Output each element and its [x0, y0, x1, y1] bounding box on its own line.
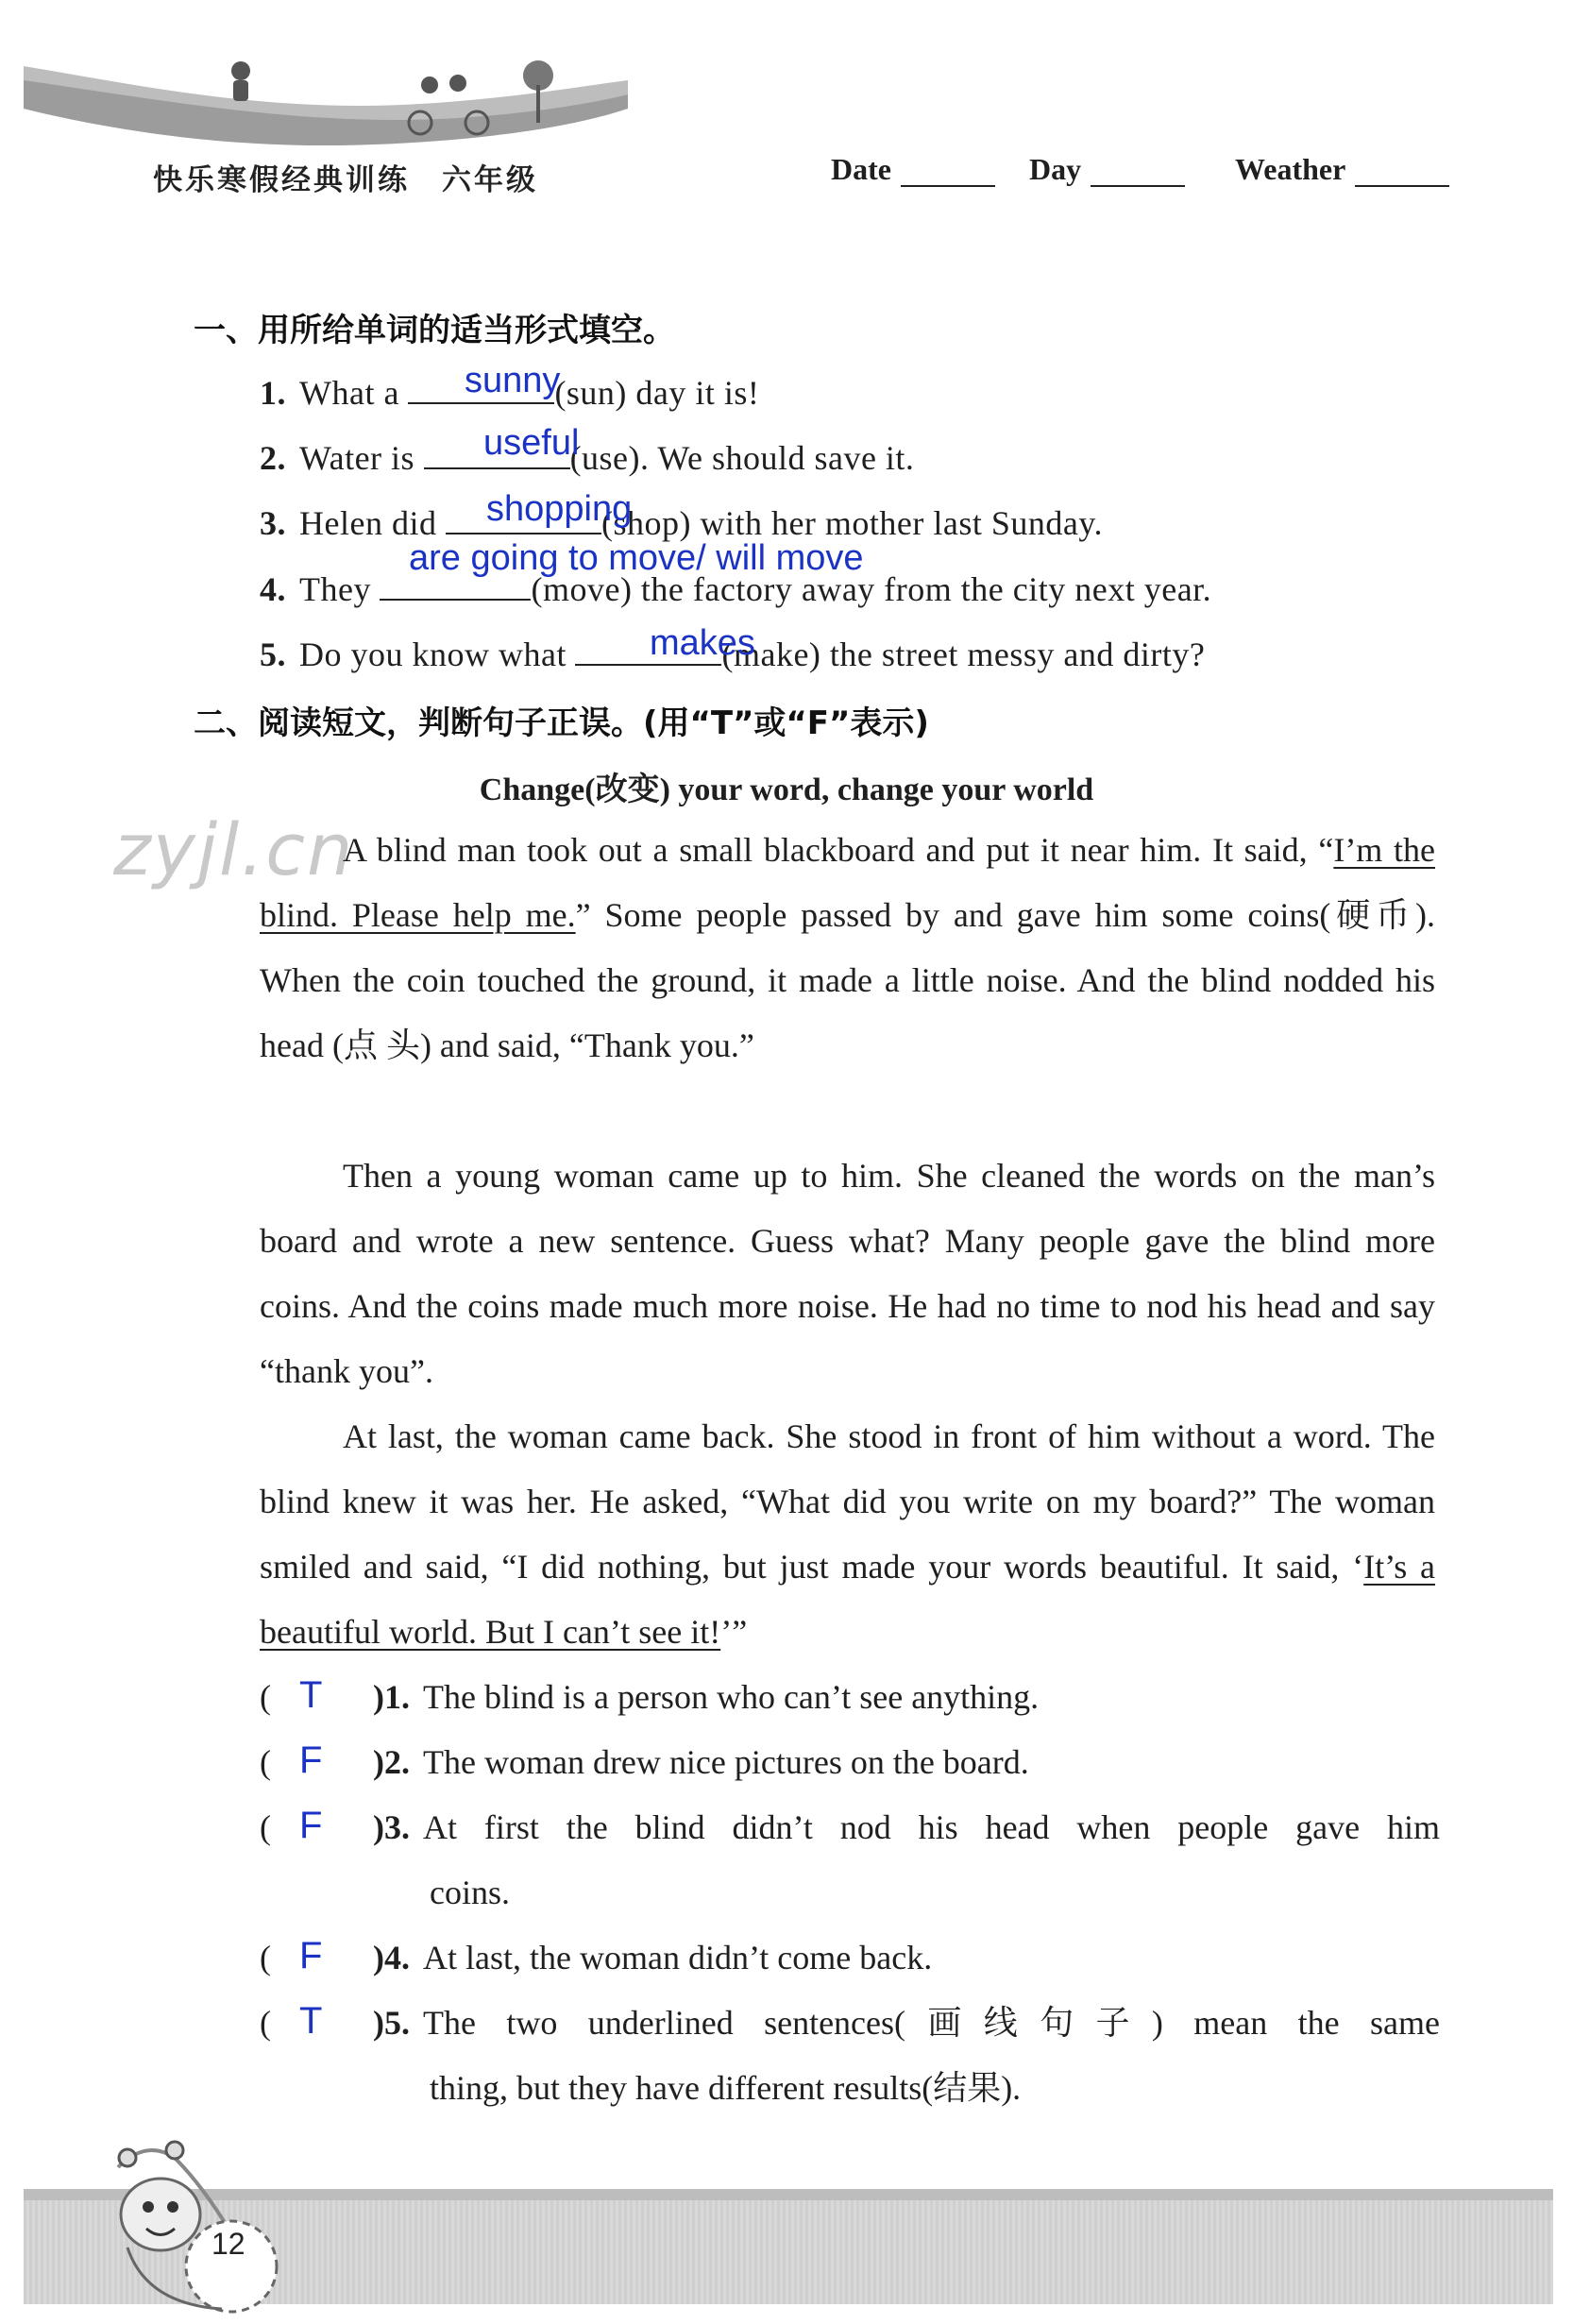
tf-answer: T: [299, 2000, 323, 2042]
handwritten-answer-3: shopping: [486, 489, 633, 529]
fill-question-2: 2. Water is (use). We should save it.: [260, 435, 914, 478]
story-paragraph-2: Then a young woman came up to him. She cleaned the words on the man’s board and wrote a new sentence. Guess what? Many people gave the blind more coins. And the coins made much more noise. He had no time to nod his head and say “thank you”.: [260, 1157, 1435, 1390]
tf-answer: F: [299, 1935, 323, 1976]
page-number: 12: [211, 2227, 245, 2261]
section1-heading: 一、用所给单词的适当形式填空。: [194, 312, 675, 349]
header-illustration: [24, 28, 628, 146]
date-blank: [901, 151, 995, 187]
section2-heading: 二、阅读短文，判断句子正误。(用“T”或“F”表示): [194, 704, 929, 742]
tf-item-2: ( F )2. The woman drew nice pictures on the board.: [260, 1730, 1440, 1795]
weather-blank: [1355, 151, 1449, 187]
story-paragraph-1: A blind man took out a small blackboard and put it near him. It said, “I’m the blind. Please help me.” Some people passed by and gave him some coins(硬币). When the coin touched the ground, it made a little noise. And the blind nodded his head (点 头) and said, “Thank you.”: [260, 831, 1436, 1064]
watermark: zyjl.cn: [113, 807, 355, 891]
handwritten-answer-2: useful: [483, 423, 580, 463]
weather-field: [1235, 151, 1449, 187]
date-field: [831, 151, 995, 187]
book-title: 快乐寒假经典训练 六年级: [153, 163, 538, 197]
underlined-sentence-2: It’s a beautiful world. But I can’t see it!: [260, 1548, 1435, 1651]
day-field: [1029, 151, 1185, 187]
day-label: Day: [1029, 152, 1082, 186]
fill-question-4: 4. They (move) the factory away from the city next year.: [260, 567, 1211, 609]
tf-item-1: ( T )1. The blind is a person who can’t see anything.: [260, 1665, 1440, 1730]
fill-question-3: 3. Helen did (shop) with her mother last Sunday.: [260, 500, 1103, 543]
handwritten-answer-1: sunny: [465, 361, 561, 400]
tf-item-3: ( F )3. At first the blind didn’t nod his head when people gave him coins.: [260, 1795, 1440, 1925]
day-blank: [1091, 151, 1185, 187]
snail-mascot-icon: [90, 2129, 307, 2318]
tf-answer: T: [299, 1674, 323, 1716]
fill-question-5: 5. Do you know what (make) the street messy and dirty?: [260, 632, 1205, 674]
fill-question-1: 1. What a (sun) day it is!: [260, 370, 759, 413]
story-title: Change(改变) your word, change your world: [479, 772, 1094, 807]
tf-item-4: ( F )4. At last, the woman didn’t come back.: [260, 1925, 1440, 1991]
date-label: Date: [831, 152, 891, 186]
underlined-sentence-1: I’m the blind. Please help me.: [260, 831, 1435, 934]
tf-answer: F: [299, 1805, 323, 1846]
weather-label: Weather: [1235, 152, 1346, 186]
handwritten-answer-5: makes: [650, 623, 755, 663]
story-paragraph-3: At last, the woman came back. She stood in front of him without a word. The blind knew it was her. He asked, “What did you write on my board?” The woman smiled and said, “I did nothing, but just made your words beautiful. It said, ‘It’s a beautiful world. But I can’t see it!’”: [260, 1417, 1435, 1651]
tf-answer: F: [299, 1739, 323, 1781]
header-fields: [831, 151, 1548, 198]
handwritten-answer-4: are going to move/ will move: [409, 538, 864, 578]
tf-item-5: ( T )5. The two underlined sentences(画线句子) mean the same thing, but they have different results(结果).: [260, 1991, 1440, 2121]
